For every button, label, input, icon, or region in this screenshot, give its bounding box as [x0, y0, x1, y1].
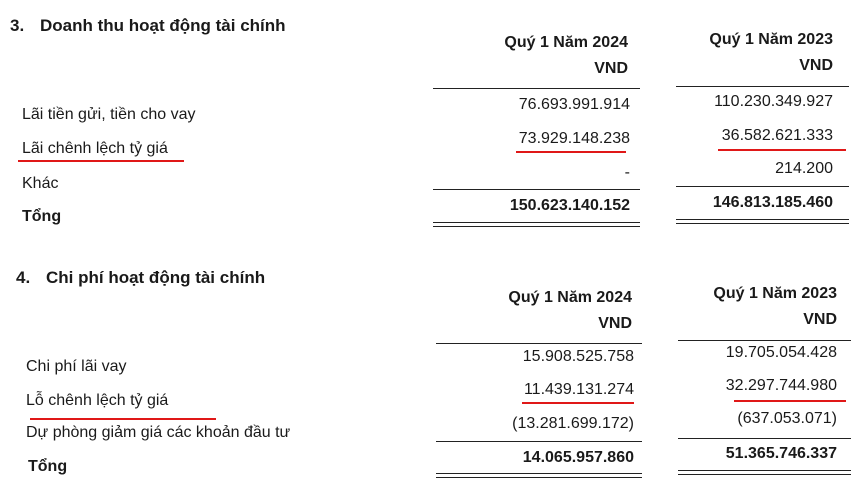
value-2023-total: 146.813.185.460	[712, 194, 833, 211]
row-label-fx-gain: Lãi chênh lệch tỷ giá	[22, 140, 168, 157]
header-rule-2023	[676, 86, 849, 87]
column-header-2024-unit: VND	[594, 60, 628, 77]
highlight-underline	[734, 400, 846, 402]
column-header-2024-unit: VND	[598, 315, 632, 332]
highlight-underline	[18, 160, 184, 162]
column-header-2023-period: Quý 1 Năm 2023	[713, 285, 837, 302]
column-header-2023-unit: VND	[799, 57, 833, 74]
value-2023-total: 51.365.746.337	[725, 445, 837, 462]
value-2024-deposit-interest: 76.693.991.914	[518, 96, 630, 113]
total-double-rule-2024	[436, 477, 642, 478]
value-2024-total: 14.065.957.860	[522, 449, 634, 466]
value-2024-investment-provision: (13.281.699.172)	[512, 415, 634, 432]
column-header-2024-period: Quý 1 Năm 2024	[508, 289, 632, 306]
value-2023-other: 214.200	[775, 160, 833, 177]
total-double-rule-2023	[678, 474, 851, 475]
value-2023-loan-interest: 19.705.054.428	[725, 344, 837, 361]
total-rule-2024	[436, 473, 642, 474]
section-title-text: Chi phí hoạt động tài chính	[46, 268, 266, 287]
total-rule-2023	[678, 470, 851, 471]
section-title	[10, 16, 286, 36]
column-header-2023-period: Quý 1 Năm 2023	[709, 31, 833, 48]
header-rule-2024	[436, 343, 642, 344]
section-title-text: Doanh thu hoạt động tài chính	[40, 16, 286, 35]
row-label-total: Tổng	[22, 208, 62, 225]
column-header-2024-period: Quý 1 Năm 2024	[504, 34, 628, 51]
highlight-underline	[30, 418, 216, 420]
subtotal-rule-2024	[433, 189, 640, 190]
column-header-2023-unit: VND	[803, 311, 837, 328]
subtotal-rule-2023	[676, 186, 849, 187]
row-label-investment-provision: Dự phòng giảm giá các khoản đầu tư	[26, 424, 291, 441]
highlight-underline	[718, 149, 846, 151]
section-title	[16, 268, 265, 288]
value-2024-total: 150.623.140.152	[509, 197, 630, 214]
section-number: 3.	[10, 16, 25, 35]
highlight-underline	[516, 151, 626, 153]
value-2024-other: -	[624, 164, 630, 181]
header-rule-2023	[678, 340, 851, 341]
value-2024-fx-gain: 73.929.148.238	[518, 130, 630, 147]
subtotal-rule-2024	[436, 441, 642, 442]
highlight-underline	[522, 402, 634, 404]
section-number: 4.	[16, 268, 31, 287]
total-double-rule-2024	[433, 226, 640, 227]
value-2023-investment-provision: (637.053.071)	[737, 410, 837, 427]
row-label-other: Khác	[22, 175, 59, 192]
value-2023-fx-gain: 36.582.621.333	[721, 127, 833, 144]
row-label-deposit-interest: Lãi tiền gửi, tiền cho vay	[22, 106, 196, 123]
total-double-rule-2023	[676, 223, 849, 224]
total-rule-2024	[433, 222, 640, 223]
value-2024-fx-loss: 11.439.131.274	[523, 381, 634, 398]
value-2023-deposit-interest: 110.230.349.927	[714, 93, 833, 110]
value-2024-loan-interest: 15.908.525.758	[522, 348, 634, 365]
subtotal-rule-2023	[678, 438, 851, 439]
row-label-loan-interest: Chi phí lãi vay	[26, 358, 127, 375]
total-rule-2023	[676, 219, 849, 220]
row-label-fx-loss: Lỗ chênh lệch tỷ giá	[26, 392, 169, 409]
value-2023-fx-loss: 32.297.744.980	[725, 377, 837, 394]
row-label-total: Tổng	[28, 458, 68, 475]
header-rule-2024	[433, 88, 640, 89]
